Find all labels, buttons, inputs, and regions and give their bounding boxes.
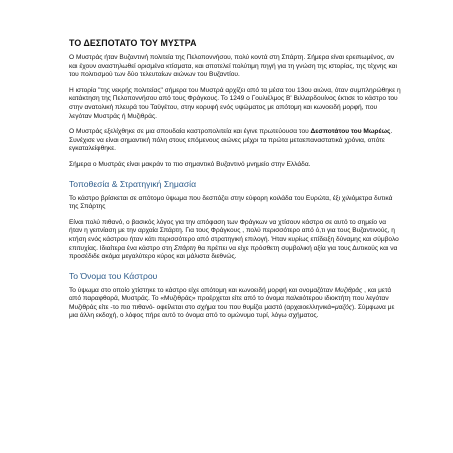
intro-paragraph-3 (69, 128, 401, 154)
paragraph-text: Ο Μυστράς εξελίχθηκε σε μια σπουδαία καστροπολιτεία και έγινε πρωτεύουσα του (69, 128, 311, 136)
name-paragraph-1 (69, 287, 401, 321)
location-paragraph-1: Το κάστρο βρίσκεται σε απότομο ύψωμα που δεσπόζει στην εύφορη κοιλάδα του Ευρώτα, έξι χιλιόμετρα δυτικά της Σπάρτης (69, 194, 393, 211)
document-title: ΤΟ ΔΕΣΠΟΤΑΤΟ ΤΟΥ ΜΥΣΤΡΑ (69, 38, 197, 48)
section-heading-name: Το Όνομα του Κάστρου (69, 270, 158, 281)
mizithras-italic: Μυζιθράς (334, 286, 363, 294)
despotate-name: Δεσποτάτου του Μωρέως (310, 128, 391, 136)
mazos-italic: μαζός (334, 303, 352, 311)
paragraph-text: Το ύψωμα στο οποίο χτίστηκε το κάστρο είχε απότομη και κωνοειδή μορφή και ονομαζόταν (69, 286, 335, 294)
intro-paragraph-2: Η ιστορία "της νεκρής πολιτείας" σήμερα του Μυστρά αρχίζει από τα μέσα του 13ου αιώνα, όταν συμπληρώθηκε η κατάκτηση της Πελοποννήσου από τους Φράγκους. Το 1249 ο Γουλιέλμος Β' Βιλλαρδουίνος έκτισε το κάστρο του στην ανατολική πλευρά του Ταϋγέτου, στην κορυφή ενός υψώματος με απότομη και κωνοειδή μορφή, που λεγόταν Μυστράς ή Μυζιθράς. (69, 86, 401, 120)
intro-paragraph-4: Σήμερα ο Μυστράς είναι μακράν το πιο σημαντικό Βυζαντινό μνημείο στην Ελλάδα. (69, 160, 311, 168)
paragraph-text: θα πρέπει να είχε πρόσθετη συμβολική αξία για τους Δυτικούς και να προσέδιδε ακόμα μεγαλύτερο κύρος και μάλιστα διεθνώς. (69, 244, 398, 261)
section-heading-location: Τοποθεσία & Στρατηγική Σημασία (69, 178, 197, 189)
paragraph-text: . Συνέχισε να είναι σημαντική πόλη στους επόμενους αιώνες μέχρι τα πρώτα μεταεπαναστατικά χρόνια, οπότε εγκαταλείφθηκε. (69, 128, 393, 153)
paragraph-text: Είναι πολύ πιθανό, ο βασικός λόγος για την απόφαση των Φράγκων να χτίσουν κάστρο σε αυτό το σημείο να ήταν η γειτνίαση με την αρχαία Σπάρτη. Για τους Φράγκους , πολύ περισσότερο από ό,τι για τους Βυζαντινούς, η κτήση ενός κάστρου ήταν κάτι περισσότερο από στρατηγική επιλογή. Ήταν κυρίως επίδειξη δύναμης και σύμβολο επιτυχίας. Ιδιαίτερα ένα κάστρο στη (69, 218, 399, 252)
paragraph-text: ). Σύμφωνα με μια άλλη εκδοχή, ο λόφος πήρε αυτό το όνομα από το ομώνυμο τυρί, λόγω σχήματος. (69, 303, 395, 320)
sparta-italic: Σπάρτη (173, 244, 196, 252)
intro-paragraph-1: Ο Μυστράς ήταν Βυζαντινή πολιτεία της Πελοποννήσου, πολύ κοντά στη Σπάρτη. Σήμερα είναι ερειπωμένος, αν και έχουν αναστηλωθεί ορισμένα κτίσματα, και αποτελεί πολύτιμη πηγή για τη γνώση της ιστορίας, της τέχνης και του πολιτισμού των δύο τελευταίων αιώνων του Βυζαντίου. (69, 54, 397, 79)
location-paragraph-2 (69, 219, 401, 262)
paragraph-text: , και μετά από παραφθορά, Μυστράς. Το «Μυζιθράς» προέρχεται είτε από το όνομα παλαιότερου ιδιοκτήτη που λεγόταν Μυζιθράς είτε -το πιο πιθανό- οφείλεται στο σχήμα του που θυμίζει μαστό (αρχαιοελληνικά= (69, 286, 392, 311)
